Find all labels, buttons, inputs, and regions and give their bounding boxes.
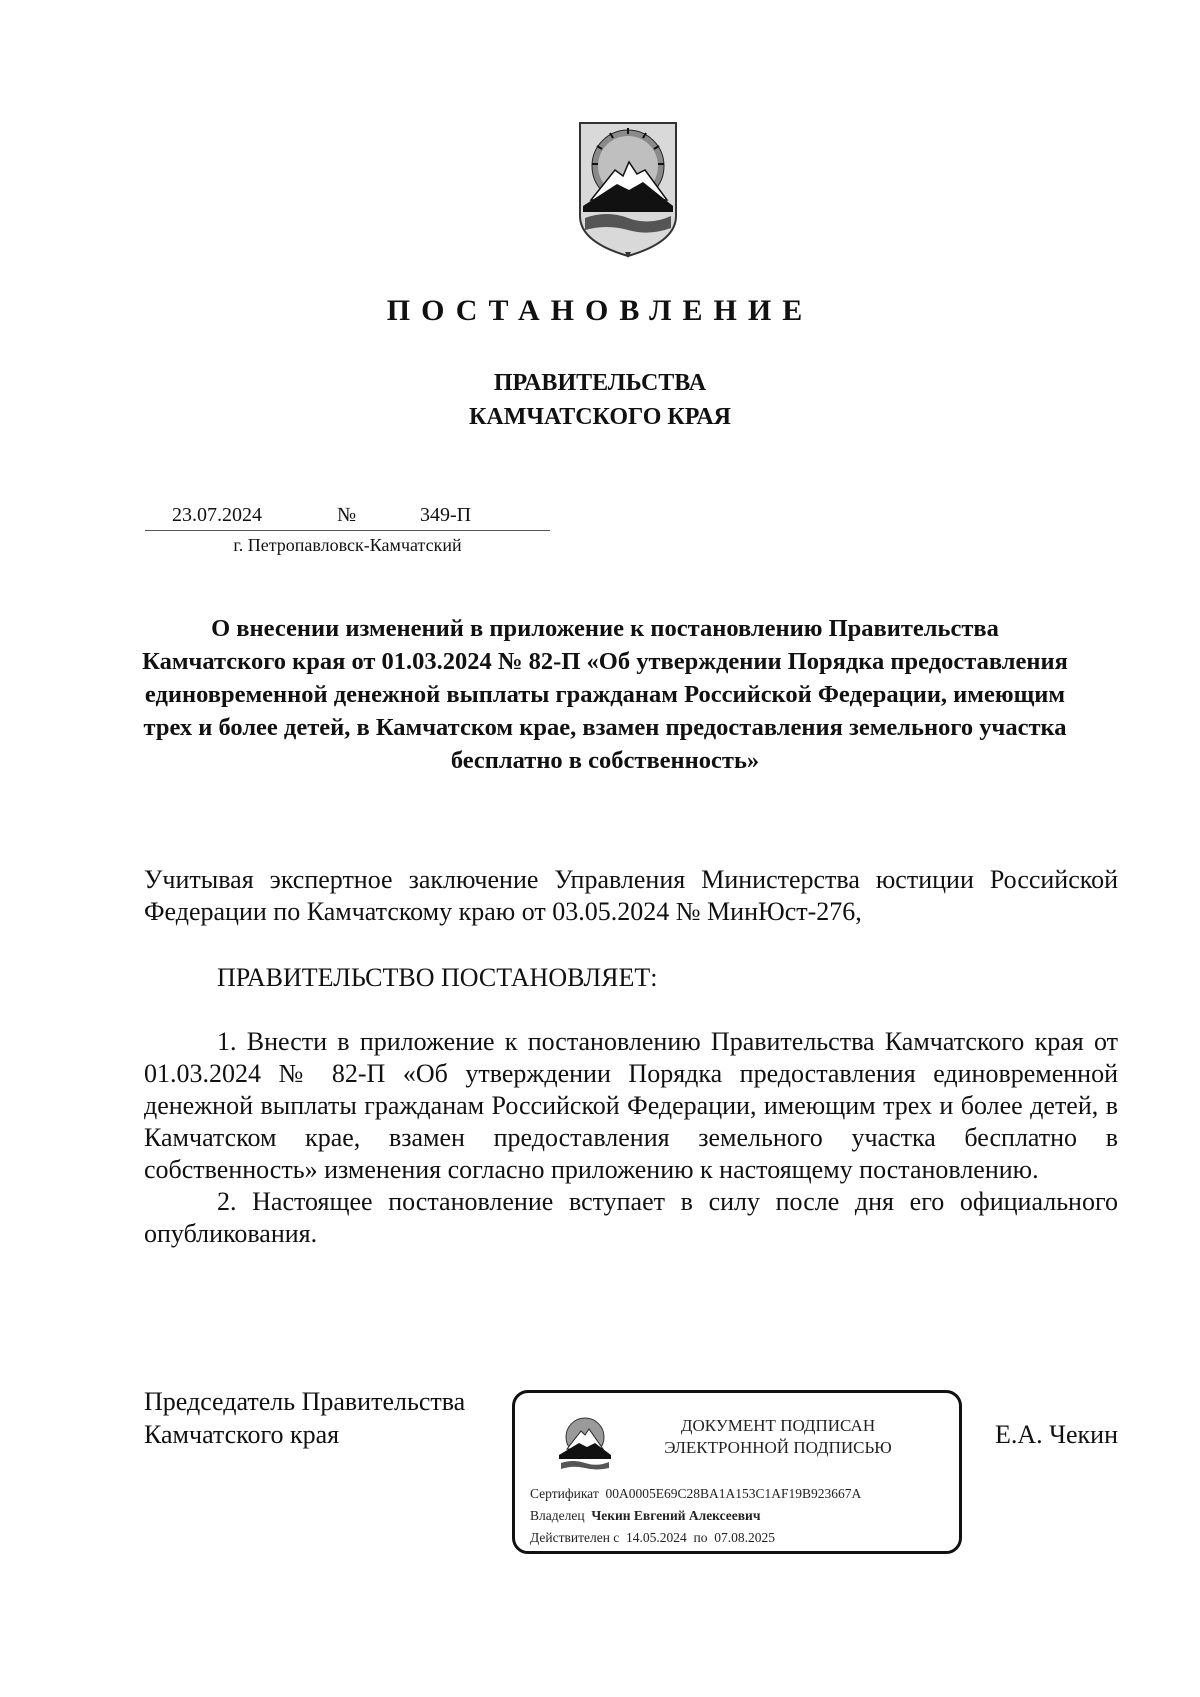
number-sign: № [337, 504, 357, 526]
kamchatka-logo-icon [555, 1413, 615, 1473]
date-number-row [145, 502, 550, 531]
certificate-label: Сертификат [530, 1486, 599, 1501]
valid-from-label: Действителен с [530, 1530, 620, 1545]
document-type-title: ПОСТАНОВЛЕНИЕ [386, 294, 814, 327]
document-place: г. Петропавловск-Камчатский [233, 535, 462, 555]
kamchatka-coat-of-arms-icon [577, 120, 679, 260]
electronic-signature-stamp [512, 1390, 962, 1554]
decree-items [144, 1026, 1118, 1250]
decree-statement: ПРАВИТЕЛЬСТВО ПОСТАНОВЛЯЕТ: [217, 963, 658, 992]
basis-paragraph: Учитывая экспертное заключение Управления Министерства юстиции Российской Федерации по Камчатскому краю от 03.05.2024 № МинЮст-276, [144, 865, 1118, 926]
signatory-position [144, 1385, 465, 1451]
issuer-block [0, 366, 1200, 434]
issuer-line: КАМЧАТСКОГО КРАЯ [468, 404, 732, 430]
owner-line [530, 1508, 760, 1524]
valid-to-label: по [693, 1530, 708, 1545]
stamp-title-line: ЭЛЕКТРОННОЙ ПОДПИСЬЮ [664, 1438, 892, 1457]
position-line: Председатель Правительства [144, 1387, 466, 1416]
certificate-value: 00A0005E69C28BA1A153C1AF19B923667A [605, 1486, 862, 1501]
decree-item: 2. Настоящее постановление вступает в силу после дня его официального опубликования. [144, 1187, 1118, 1248]
document-number: 349-П [420, 504, 472, 526]
validity-line [530, 1530, 775, 1546]
valid-to-date: 07.08.2025 [714, 1530, 776, 1545]
decree-item: 1. Внести в приложение к постановлению Правительства Камчатского края от 01.03.2024 № 82-П «Об утверждении Порядка предоставления единовременной денежной выплаты гражданам Российской Федерации, имеющим трех и более детей, в Камчатском крае, взамен предоставления земельного участка бесплатно в собственность» изменения согласно приложению к настоящему постановлению. [144, 1027, 1118, 1184]
document-date: 23.07.2024 [172, 504, 262, 526]
certificate-line [530, 1486, 861, 1502]
position-line: Камчатского края [144, 1420, 340, 1449]
stamp-title [633, 1415, 923, 1459]
document-subject: О внесении изменений в приложение к постановлению Правительства Камчатского края от 01.03.2024 № 82-П «Об утверждении Порядка предоставления единовременной денежной выплаты гражданам Российской Федерации, имеющим трех и более детей, в Камчатском крае, взамен предоставления земельного участка бесплатно в собственность» [142, 615, 1068, 774]
owner-value: Чекин Евгений Алексеевич [591, 1508, 761, 1523]
valid-from-date: 14.05.2024 [626, 1530, 687, 1545]
signatory-name: Е.А. Чекин [994, 1420, 1118, 1449]
stamp-title-line: ДОКУМЕНТ ПОДПИСАН [680, 1416, 876, 1435]
owner-label: Владелец [530, 1508, 585, 1523]
issuer-line: ПРАВИТЕЛЬСТВА [493, 370, 707, 396]
